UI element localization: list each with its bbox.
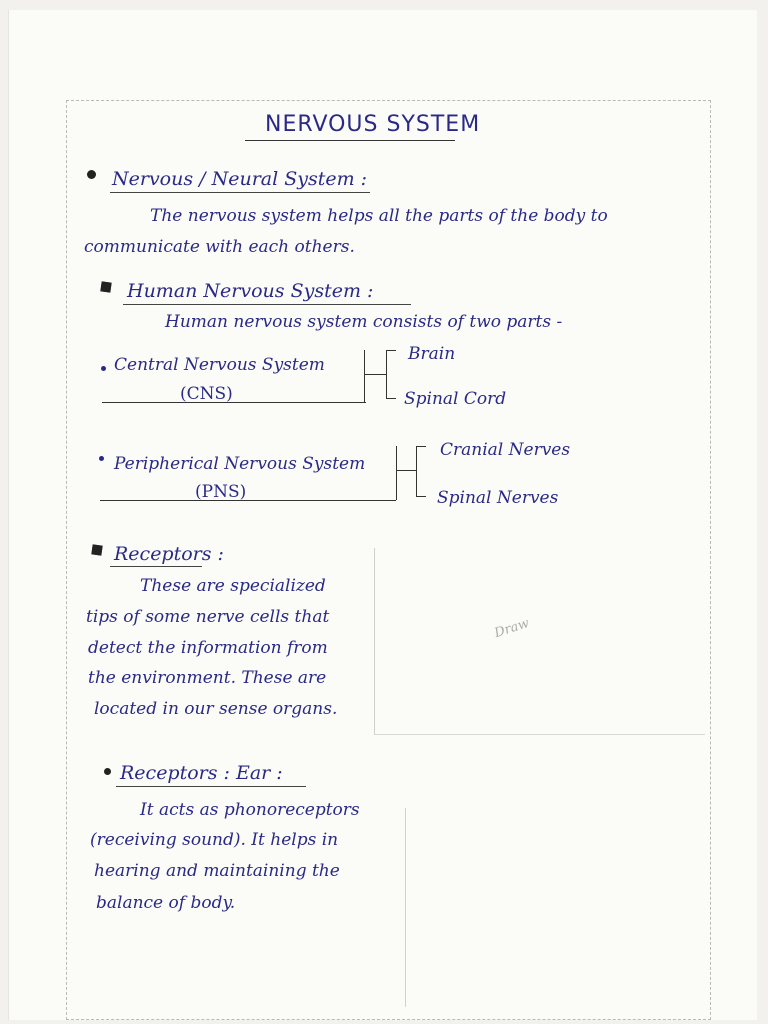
pns-underline [100,500,396,501]
pns-branch-cranial-nerves: Cranial Nerves [440,440,571,460]
section-heading-nervous-system: Nervous / Neural System : [112,168,368,190]
paragraph-line: It acts as phonoreceptors [140,800,360,820]
bracket-line [396,470,416,471]
bracket-line [386,398,396,399]
bracket-line [364,350,365,402]
section-heading-receptors-ear: Receptors : Ear : [120,762,283,784]
page-title: NERVOUS SYSTEM [265,112,481,137]
paragraph-line: The nervous system helps all the parts of the body to [150,206,608,226]
pns-branch-spinal-nerves: Spinal Nerves [437,488,559,508]
heading-underline [116,786,306,787]
section-heading-receptors: Receptors : [114,543,224,565]
paragraph-line: tips of some nerve cells that [86,607,330,627]
heading-underline [123,304,411,305]
paragraph-line: balance of body. [96,893,236,913]
square-bullet-icon [91,544,102,555]
cns-name: Central Nervous System [114,355,325,375]
cns-branch-spinal-cord: Spinal Cord [404,389,507,409]
drawing-box-edge [405,808,406,1007]
bracket-line [364,374,386,375]
bullet-icon [99,456,104,461]
cns-abbr: (CNS) [180,384,233,404]
cns-branch-brain: Brain [408,344,456,364]
pns-abbr: (PNS) [195,482,247,502]
pns-name: Peripherical Nervous System [114,454,366,474]
cns-underline [102,402,366,403]
paragraph-line: hearing and maintaining the [94,861,340,881]
draw-note: Draw [492,615,532,642]
bracket-line [386,350,387,398]
bullet-icon [87,170,96,179]
paragraph-line: communicate with each others. [84,237,355,257]
heading-underline [110,192,370,193]
bracket-line [416,446,426,447]
paragraph-line: detect the information from [88,638,328,658]
bullet-icon [104,768,111,775]
bullet-icon [101,366,106,371]
paragraph-line: (receiving sound). It helps in [90,830,339,850]
paragraph-line: the environment. These are [88,668,327,688]
paragraph-line: Human nervous system consists of two parts - [165,312,563,332]
bracket-line [416,496,426,497]
paragraph-line: located in our sense organs. [94,699,338,719]
heading-underline [110,566,202,567]
section-heading-human-nervous-system: Human Nervous System : [127,280,374,302]
bracket-line [416,446,417,496]
drawing-box [374,548,705,735]
paragraph-line: These are specialized [140,576,326,596]
bracket-line [386,350,396,351]
title-underline [245,140,455,141]
bracket-line [396,446,397,500]
square-bullet-icon [100,281,111,292]
